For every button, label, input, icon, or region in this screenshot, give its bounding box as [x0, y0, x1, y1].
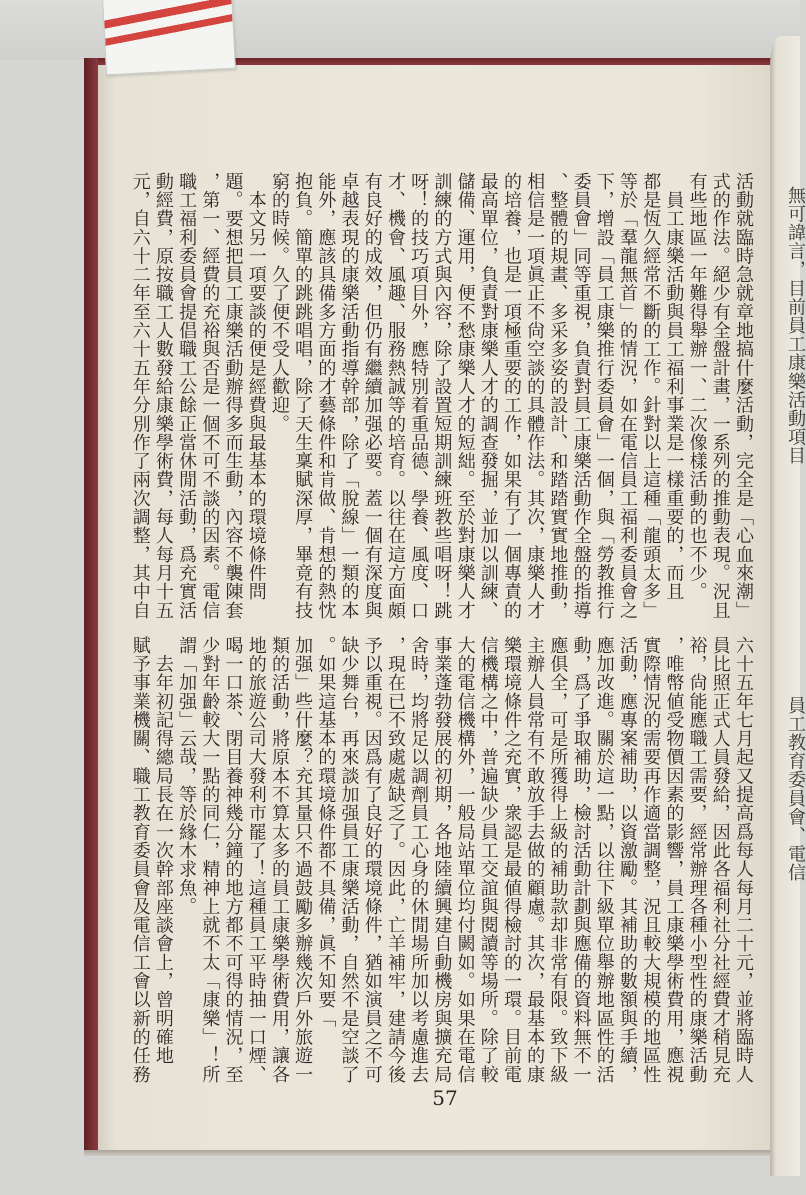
text-column: 賦予事業機關、職工教育委員會及電信工會以新的任務 [129, 636, 151, 1084]
page-number: 57 [432, 1086, 458, 1110]
facing-page [770, 36, 806, 1176]
text-column: 等於「羣龍無首」的情況，如在電信員工福利委員會之 [616, 172, 638, 620]
text-column: 訓練的方式與內容，除了設置短期訓練班教些唱呀！跳 [431, 172, 453, 620]
text-column: 應俱全，可是所獲得上級的補助款却非常有限。致下級 [547, 636, 569, 1084]
text-column: ，唯幣値受物價因素的影響，員工康樂學術費用，應視 [663, 636, 685, 1084]
text-column: 最高單位，負責對康樂人才的調查發掘，並加以訓練、 [477, 172, 499, 620]
text-column: 主辦人員常有不敢放手去做的顧慮。其次，最基本的康 [524, 636, 546, 1084]
text-column: 謂「加强」云哉，等於緣木求魚。 [176, 636, 198, 916]
text-column: 大的電信機構外，一般局站單位均付闕如。如果在電信 [454, 636, 476, 1084]
text-column: 缺少舞台，再來談加强員工康樂活動，自然不是空談了 [338, 636, 360, 1084]
text-column: 信機構之中，普遍缺少員工交誼與閱讀等場所。除了較 [477, 636, 499, 1084]
text-column: 式的作法。絕少有全盤計畫，一系列的推動表現。況且 [709, 172, 731, 620]
page-bottom-edge [84, 1150, 774, 1156]
text-column: 樂環境條件之充實，衆認是最値得檢討的一環。目前電 [500, 636, 522, 1084]
text-column: 。如果這基本的環境條件都不具備，眞不知要「 [315, 636, 337, 1028]
text-column: 喝一口茶、閉目養神幾分鐘的地方都不可得的情況，至 [222, 636, 244, 1084]
text-column: 六十五年七月起又提高爲每人每月二十元，並將臨時人 [733, 636, 754, 1084]
text-column: 抱負。簡單的跳跳唱唱，除了天生稟賦深厚，畢竟有技 [292, 172, 314, 620]
text-column: 下，增設「員工康樂推行委員會」一個，與「勞教推行 [593, 172, 615, 620]
text-column: 事業蓬勃發展的初期，各地陸續興建自動機房與擴充局 [431, 636, 453, 1084]
text-column: 去年初記得總局長在一次幹部座談會上，曾明確地 [152, 636, 174, 1065]
text-column: 員工康樂活動與員工福利事業是一樣重要的，而且 [663, 172, 685, 601]
text-column: 元，自六十二年至六十五年分別作了兩次調整，其中自 [129, 172, 151, 620]
text-column: 員比照正式人員發給，因此各福利社分社經費才稍見充 [709, 636, 731, 1084]
text-column: 職工福利委員會提倡職工公餘正當休閒活動，爲充實活 [176, 172, 198, 620]
text-column: 地的旅遊公司大發利市罷了！這種員工平時抽一口煙、 [245, 636, 267, 1084]
bottom-text-block [129, 636, 755, 1086]
text-column: 加强」些什麼？充其量只不過鼓勵多辦幾次戶外旅遊一 [292, 636, 314, 1084]
text-column: 能外，應該具備多方面的才藝條件和肯做、肯想的熱忱 [315, 172, 337, 620]
text-column: 有良好的成效，但仍有繼續加强必要。蓋一個有深度與 [361, 172, 383, 620]
text-column: 動經費，原按職工人數發給康樂學術費，每人每月十五 [152, 172, 174, 620]
text-column: 儲備、運用，便不愁康樂人才的短絀。至於對康樂人才 [454, 172, 476, 620]
facing-page-text: 員工教育委員會、電信 [785, 696, 806, 882]
facing-page-text: 無可諱言，目前員工康樂活動項目 [785, 186, 806, 465]
text-column: 都是恆久經常不斷的工作。針對以上這種「龍頭太多」 [640, 172, 662, 620]
text-column: 活動，應專案補助，以資激勵。其補助的數額與手續， [616, 636, 638, 1084]
text-column: 動，爲了爭取補助，檢討活動計劃與應備的資料無不一 [570, 636, 592, 1084]
text-column: ，第一、經費的充裕與否是一個不可不談的因素。電信 [199, 172, 221, 620]
text-column: 才、機會、風趣、服務熱誠等的培育。以往在這方面頗 [384, 172, 406, 620]
text-column: 實際情況的需要再作適當調整，況且較大規模的地區性 [640, 636, 662, 1084]
text-column: 有些地區一年難得舉辦一、二次像樣活動的也不少。 [686, 172, 708, 601]
text-column: 活動就臨時急就章地搞什麼活動，完全是「心血來潮」 [733, 172, 754, 620]
text-column: 類的活動，將原本不算太多的員工康樂學術費用，讓各 [268, 636, 290, 1084]
text-column: 少對年齡較大一點的同仁，精神上就不太「康樂」！所 [199, 636, 221, 1084]
text-column: 、整體的規畫、多采多姿的設計、和踏踏實實地推動， [547, 172, 569, 620]
text-column: 裕，尙能應職工需要，經常辦理各種小型性的康樂活動 [686, 636, 708, 1084]
text-column: 應加改進。關於這一點，以往下級單位舉辦地區性的活 [593, 636, 615, 1084]
text-column: 的培養，也是一項極重要的工作，如果有了一個專責的 [500, 172, 522, 620]
top-text-block [129, 172, 755, 622]
text-column: 予以重視。因爲有了良好的環境條件，猶如演員之不可 [361, 636, 383, 1084]
text-column: 委員會」同等重視，負責對員工康樂活動作全盤的指導 [570, 172, 592, 620]
text-column: 卓越表現的康樂活動指導幹部，除了「脫線」一類的本 [338, 172, 360, 620]
text-column: 相信是一項眞正不尙空談的具體作法。其次，康樂人才 [524, 172, 546, 620]
text-column: 舍時，均將足以調劑員工心身的休閒場所加以考慮進去 [408, 636, 430, 1084]
text-column: ，現在已不致處處缺乏了。因此，亡羊補牢，建請今後 [384, 636, 406, 1084]
book-cover-edge-left [84, 58, 98, 1152]
bookmark-tab [102, 0, 236, 75]
text-column: 呀！的技巧項目外，應特別着重品德、學養、風度、口 [408, 172, 430, 620]
text-column: 題。要想把員工康樂活動辦得多而生動，內容不襲陳套 [222, 172, 244, 620]
text-column: 本文另一項要談的便是經費與最基本的環境條件問 [245, 172, 267, 601]
text-column: 窮的時候。久了便不受人歡迎。 [268, 172, 290, 434]
